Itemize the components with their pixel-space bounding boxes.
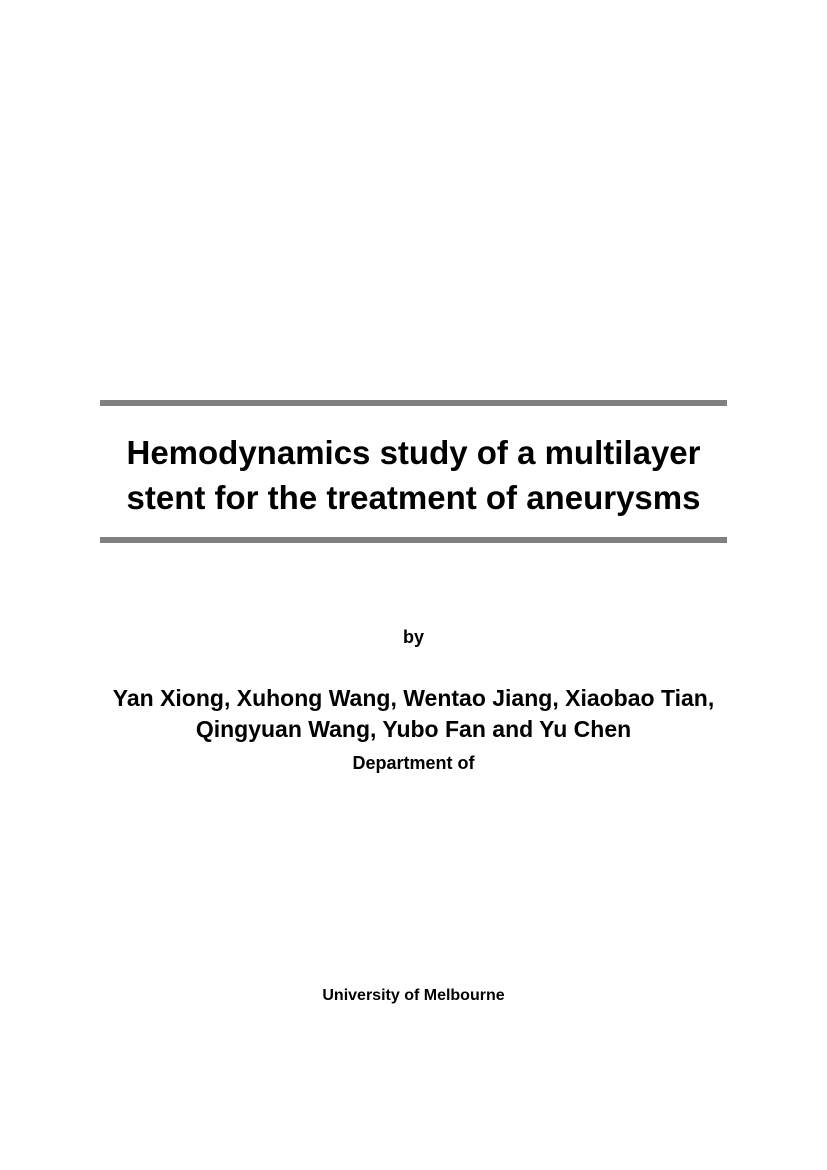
author-list — [60, 683, 767, 745]
title-top-rule — [100, 400, 727, 406]
document-title — [100, 430, 727, 520]
department-label: Department of — [352, 753, 475, 773]
title-bottom-rule — [100, 537, 727, 543]
university-name: University of Melbourne — [322, 987, 505, 1004]
authors-line-2: Qingyuan Wang, Yubo Fan and Yu Chen — [195, 716, 632, 742]
by-label: by — [402, 627, 424, 647]
authors-line-1: Yan Xiong, Xuhong Wang, Wentao Jiang, Xiaobao Tian, — [112, 685, 715, 711]
title-line-1: Hemodynamics study of a multilayer — [126, 434, 701, 471]
title-line-2: stent for the treatment of aneurysms — [126, 479, 701, 516]
